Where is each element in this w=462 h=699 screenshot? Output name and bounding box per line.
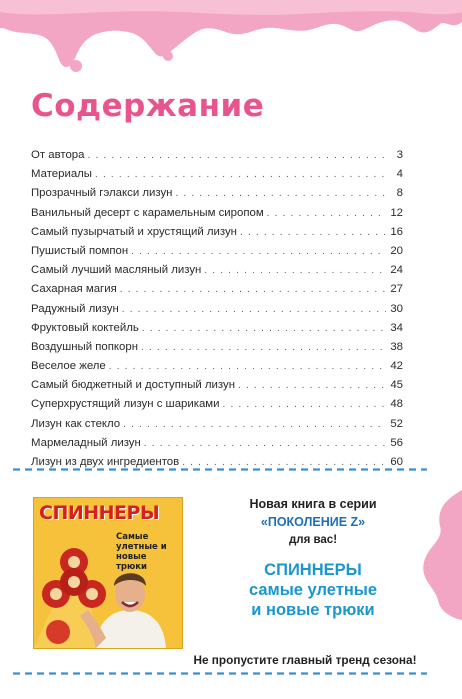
leader-dots (131, 246, 386, 257)
promo-book-title-line-1: СПИННЕРЫ (264, 561, 362, 579)
toc-page-number: 4 (396, 168, 403, 181)
leader-dots (141, 342, 386, 353)
promo-for-you: для вас! (288, 534, 338, 546)
toc-page-number: 38 (390, 340, 403, 353)
toc-page-number: 60 (390, 456, 403, 468)
toc-entry-title: Сахарная магия (31, 283, 117, 296)
toc-row[interactable] (31, 303, 403, 322)
toc-page-number: 48 (390, 398, 403, 411)
toc-entry-title: Пушистый помпон (31, 244, 129, 257)
toc-page-number: 3 (396, 149, 403, 161)
pink-slime-drip (0, 0, 462, 80)
dashed-divider-bottom (13, 671, 427, 676)
toc-row[interactable] (31, 341, 403, 360)
toc-page-number: 52 (390, 417, 403, 430)
leader-dots (123, 419, 386, 430)
toc-row[interactable] (31, 207, 403, 226)
toc-row[interactable] (31, 245, 403, 264)
toc-entry-title: Мармеладный лизун (31, 436, 141, 449)
toc-page-number: 56 (390, 436, 403, 449)
leader-dots (267, 208, 386, 219)
leader-dots (144, 438, 386, 449)
leader-dots (95, 169, 386, 180)
toc-row[interactable] (31, 418, 403, 437)
toc-row[interactable] (31, 187, 403, 206)
book-cover[interactable] (33, 497, 183, 649)
cover-subtitle: Самые улетные и новые трюки (116, 532, 167, 572)
toc-row[interactable] (31, 283, 403, 302)
toc-row[interactable] (31, 360, 403, 379)
promo-book-title (203, 560, 423, 620)
toc-entry-title: Самый пузырчатый и хрустящий лизун (31, 225, 237, 238)
toc-page-number: 42 (390, 360, 403, 373)
toc-row[interactable] (31, 379, 403, 398)
promo-series-name: «ПОКОЛЕНИЕ Z» (260, 515, 366, 529)
toc-entry-title: Самый бюджетный и доступный лизун (31, 379, 236, 392)
toc-row[interactable] (31, 322, 403, 341)
promo-tagline: Не пропустите главный тренд сезона! (193, 653, 417, 667)
toc-entry-title: Лизун как стекло (31, 417, 121, 430)
leader-dots (175, 188, 386, 199)
toc-entry-title: Веселое желе (31, 360, 106, 373)
promo-line-new-book: Новая книга в серии (249, 497, 377, 511)
toc-entry-title: Самый лучший масляный лизун (31, 264, 202, 277)
toc-entry-title: Ванильный десерт с карамельным сиропом (31, 206, 264, 219)
toc-row[interactable] (31, 149, 403, 168)
leader-dots (142, 323, 386, 334)
toc-page-number: 20 (390, 244, 403, 257)
leader-dots (122, 304, 386, 315)
page-title: Содержание (31, 88, 265, 124)
leader-dots (238, 380, 386, 391)
leader-dots (204, 265, 386, 276)
toc-entry-title: Лизун из двух ингредиентов (31, 456, 180, 468)
book-promo (13, 467, 427, 677)
toc-entry-title: От автора (31, 149, 85, 161)
toc-page-number: 30 (390, 302, 403, 315)
toc-entry-title: Воздушный попкорн (31, 340, 139, 353)
toc-page-number: 34 (390, 321, 403, 334)
toc-entry-title: Радужный лизун (31, 302, 119, 315)
toc-row[interactable] (31, 168, 403, 187)
promo-book-title-line-2: самые улетные (248, 581, 378, 599)
leader-dots (223, 399, 387, 410)
toc-row[interactable] (31, 437, 403, 456)
toc-row[interactable] (31, 226, 403, 245)
toc-entry-title: Материалы (31, 168, 92, 181)
leader-dots (240, 227, 386, 238)
leader-dots (120, 284, 386, 295)
leader-dots (109, 361, 386, 372)
dashed-divider-top (13, 467, 427, 472)
toc-entry-title: Фруктовый коктейль (31, 321, 139, 334)
table-of-contents (31, 149, 403, 475)
toc-page-number: 8 (396, 187, 403, 200)
toc-page-number: 27 (390, 283, 403, 296)
toc-row[interactable] (31, 264, 403, 283)
leader-dots (87, 150, 386, 161)
toc-page-number: 16 (390, 225, 403, 238)
toc-entry-title: Суперхрустящий лизун с шариками (31, 398, 220, 411)
cover-title: СПИННЕРЫ (39, 502, 160, 524)
promo-book-title-line-3: и новые трюки (251, 601, 375, 619)
toc-page-number: 12 (390, 206, 403, 219)
toc-row[interactable] (31, 398, 403, 417)
toc-page-number: 45 (390, 379, 403, 392)
toc-page-number: 24 (390, 264, 403, 277)
toc-entry-title: Прозрачный гэлакси лизун (31, 187, 173, 200)
